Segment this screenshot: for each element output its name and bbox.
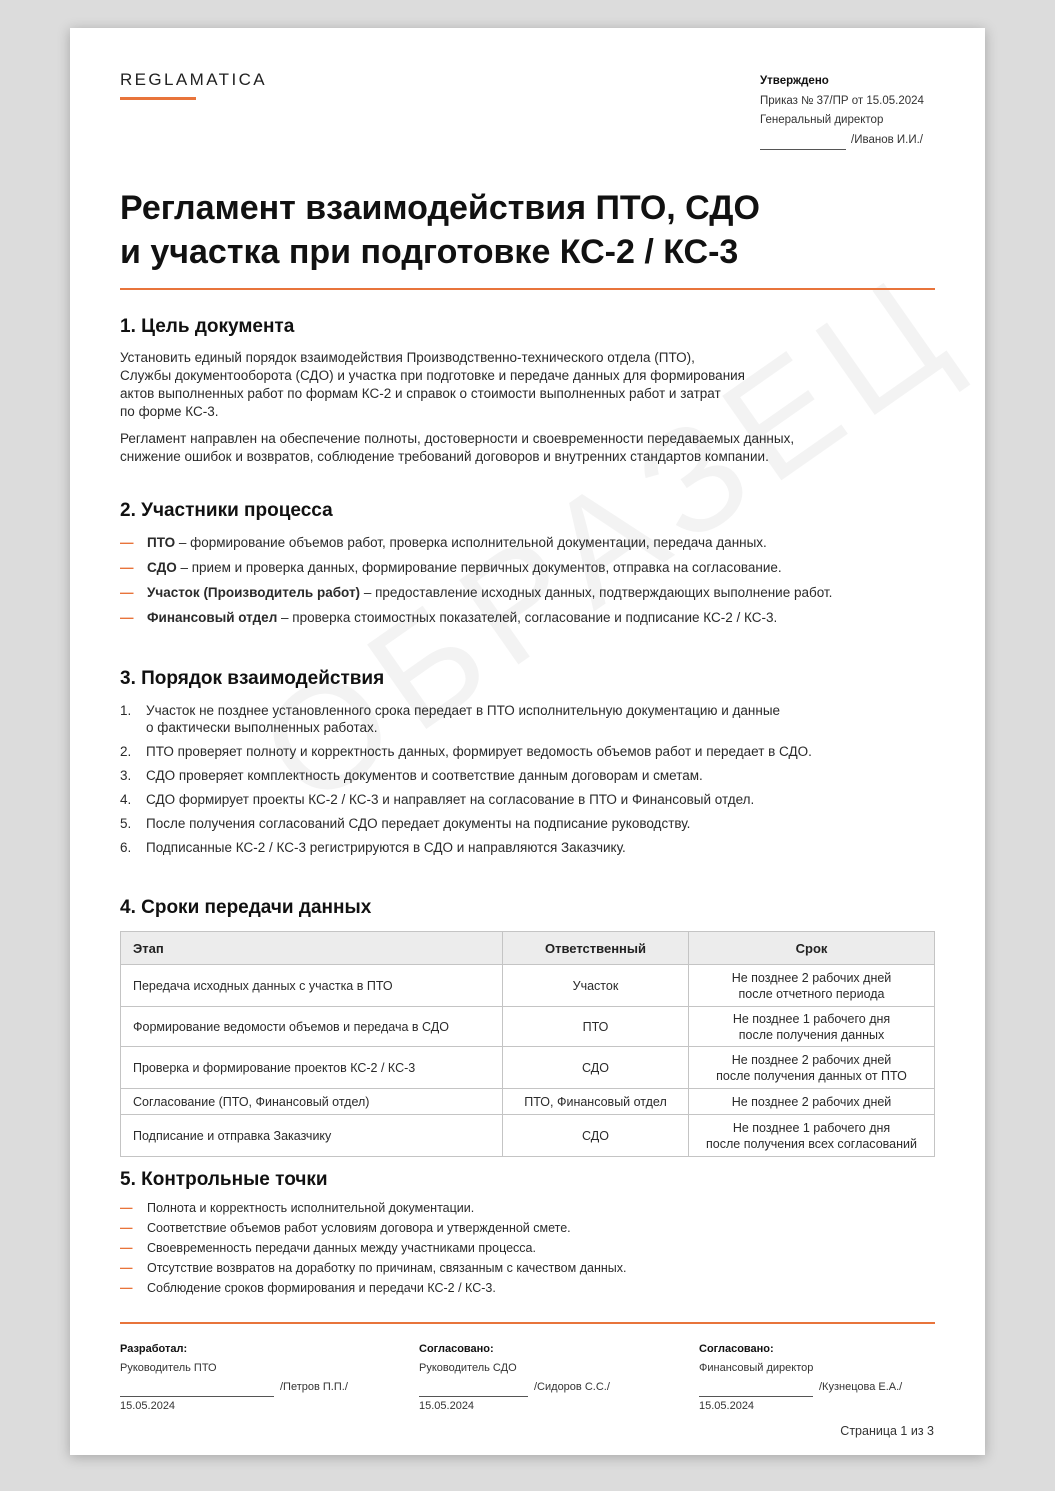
table-row: [121, 1007, 935, 1047]
deadline-line: после получения всех согласований: [706, 1136, 917, 1151]
title-divider: [120, 288, 935, 290]
dash-marker-icon: —: [120, 535, 134, 550]
list-item: [120, 839, 935, 856]
page-number: Страница 1 из 3: [840, 1424, 934, 1438]
dash-marker-icon: —: [120, 560, 134, 575]
paragraph-line: по форме КС-3.: [120, 404, 219, 419]
list-item: [120, 1238, 935, 1258]
participant-desc: – формирование объемов работ, проверка исполнительной документации, передача данных.: [175, 535, 767, 550]
deadline-line: после отчетного периода: [738, 986, 885, 1001]
approval-order: Приказ № 37/ПР от 15.05.2024: [760, 94, 924, 107]
deadline-line: Не позднее 2 рабочих дней: [731, 1052, 892, 1067]
logo-text: REGLAMATICA: [120, 70, 267, 89]
deadline-line: Не позднее 1 рабочего дня: [732, 1120, 891, 1135]
footer-divider: [120, 1322, 935, 1324]
participant-term: Финансовый отдел: [147, 610, 278, 625]
cell-responsible: ПТО: [503, 1007, 689, 1047]
signature-date: 15.05.2024: [419, 1400, 475, 1412]
paragraph-line: Службы документооборота (СДО) и участка при подготовке и передаче данных для формирования: [120, 368, 745, 383]
table-row: [121, 1089, 935, 1115]
column-header-responsible: Ответственный: [503, 932, 689, 965]
list-item: [120, 1218, 935, 1238]
signature-line: [419, 1383, 528, 1397]
signature-name: /Кузнецова Е.А./: [819, 1381, 903, 1393]
participant-desc: – предоставление исходных данных, подтверждающих выполнение работ.: [360, 585, 833, 600]
title-line-2: и участка при подготовке КС-2 / КС-3: [120, 233, 739, 271]
purpose-paragraph-2: [120, 430, 935, 466]
step-text: СДО формирует проекты КС-2 / КС-3 и направляет на согласование в ПТО и Финансовый отдел.: [146, 792, 755, 807]
signature-line: [699, 1383, 813, 1397]
purpose-paragraph-1: [120, 349, 935, 421]
checkpoint-text: Отсутствие возвратов на доработку по причинам, связанным с качеством данных.: [147, 1261, 627, 1275]
signature-title: Согласовано:: [419, 1343, 494, 1355]
signature-date: 15.05.2024: [699, 1400, 755, 1412]
paragraph-line: Установить единый порядок взаимодействия Производственно-технического отдела (ПТО),: [120, 350, 695, 365]
deadline-line: после получения данных от ПТО: [716, 1068, 907, 1083]
deadline-line: Не позднее 2 рабочих дней: [731, 970, 892, 985]
approval-block: [760, 72, 924, 150]
cell-stage: Формирование ведомости объемов и передача в СДО: [121, 1007, 503, 1047]
checkpoint-text: Соблюдение сроков формирования и передачи КС-2 / КС-3.: [147, 1281, 496, 1295]
approval-signer: /Иванов И.И./: [851, 133, 924, 146]
deadline-line: Не позднее 1 рабочего дня: [732, 1011, 891, 1026]
list-item: [120, 1278, 935, 1298]
checkpoint-text: Полнота и корректность исполнительной документации.: [147, 1201, 475, 1215]
step-text: ПТО проверяет полноту и корректность данных, формирует ведомость объемов работ и передает в СДО.: [146, 744, 812, 759]
list-item: [120, 743, 935, 760]
section-heading: 3. Порядок взаимодействия: [120, 668, 385, 689]
signature-name: /Петров П.П./: [280, 1381, 348, 1393]
cell-deadline: [689, 1007, 935, 1047]
section-procedure: [120, 668, 935, 856]
cell-responsible: СДО: [503, 1047, 689, 1089]
dash-marker-icon: —: [120, 1281, 133, 1295]
step-text: Подписанные КС-2 / КС-3 регистрируются в СДО и направляются Заказчику.: [146, 840, 626, 855]
cell-deadline: [689, 1047, 935, 1089]
list-item: [120, 791, 935, 808]
signature-position: Руководитель ПТО: [120, 1362, 217, 1374]
signature-row: [419, 1378, 610, 1397]
table-row: [121, 965, 935, 1007]
table-header-row: [121, 932, 935, 965]
paragraph-line: снижение ошибок и возвратов, соблюдение требований договоров и внутренних стандартов компании.: [120, 449, 769, 464]
signature-line: [120, 1383, 274, 1397]
table-row: [121, 1047, 935, 1089]
step-text: СДО проверяет комплектность документов и соответствие данным договорам и сметам.: [146, 768, 703, 783]
column-header-stage: Этап: [121, 932, 503, 965]
step-number: 4.: [120, 792, 132, 807]
cell-stage: Согласование (ПТО, Финансовый отдел): [121, 1089, 503, 1115]
procedure-list: [120, 702, 935, 856]
participant-desc: – проверка стоимостных показателей, согласование и подписание КС-2 / КС-3.: [277, 610, 778, 625]
step-text: Участок не позднее установленного срока передает в ПТО исполнительную документацию и данные: [146, 703, 781, 718]
signature-title: Согласовано:: [699, 1343, 774, 1355]
section-heading: 1. Цель документа: [120, 316, 295, 337]
list-item: [120, 702, 935, 736]
deadline-line: после получения данных: [738, 1027, 885, 1042]
participant-term: Участок (Производитель работ): [147, 585, 361, 600]
checkpoint-text: Соответствие объемов работ условиям договора и утвержденной смете.: [147, 1221, 571, 1235]
signature-position: Финансовый директор: [699, 1362, 814, 1374]
dash-marker-icon: —: [120, 610, 134, 625]
list-item: [120, 1258, 935, 1278]
dash-marker-icon: —: [120, 585, 134, 600]
dash-marker-icon: —: [120, 1241, 133, 1255]
cell-responsible: ПТО, Финансовый отдел: [503, 1089, 689, 1115]
participants-list: [120, 534, 935, 627]
signature-agreed-sdo: [419, 1340, 610, 1416]
list-item: [120, 609, 935, 627]
document-title: [120, 186, 880, 274]
list-item: [120, 534, 935, 552]
signature-agreed-finance: [699, 1340, 902, 1416]
cell-responsible: Участок: [503, 965, 689, 1007]
signature-developed: [120, 1340, 348, 1416]
section-deadlines: [120, 897, 935, 919]
dash-marker-icon: —: [120, 1261, 133, 1275]
paragraph-line: Регламент направлен на обеспечение полноты, достоверности и своевременности передаваемых данных,: [120, 431, 795, 446]
cell-stage: Проверка и формирование проектов КС-2 / КС-3: [121, 1047, 503, 1089]
list-item: [120, 1198, 935, 1218]
section-checkpoints: [120, 1169, 935, 1298]
signature-title: Разработал:: [120, 1343, 188, 1355]
column-header-deadline: Срок: [689, 932, 935, 965]
checkpoints-list: [120, 1198, 935, 1298]
cell-deadline: [689, 965, 935, 1007]
step-number: 5.: [120, 816, 132, 831]
participant-desc: – прием и проверка данных, формирование первичных документов, отправка на согласование.: [176, 560, 782, 575]
signature-line: [760, 136, 846, 150]
cell-deadline: [689, 1115, 935, 1157]
checkpoint-text: Своевременность передачи данных между участниками процесса.: [147, 1241, 536, 1255]
section-heading: 2. Участники процесса: [120, 500, 333, 521]
table-row: [121, 1115, 935, 1157]
dash-marker-icon: —: [120, 1201, 133, 1215]
step-number: 3.: [120, 768, 132, 783]
document-page: [70, 28, 985, 1455]
section-purpose: [120, 316, 935, 466]
step-text: о фактически выполненных работах.: [146, 720, 378, 735]
list-item: [120, 559, 935, 577]
company-logo: [120, 70, 267, 100]
participant-term: СДО: [147, 560, 177, 575]
approval-position: Генеральный директор: [760, 114, 884, 126]
participant-term: ПТО: [147, 535, 176, 550]
title-line-1: Регламент взаимодействия ПТО, СДО: [120, 189, 760, 227]
signature-name: /Сидоров С.С./: [534, 1381, 610, 1393]
step-number: 2.: [120, 744, 132, 759]
approval-title: Утверждено: [760, 75, 829, 87]
list-item: [120, 815, 935, 832]
deadlines-table: [120, 931, 935, 1157]
signature-position: Руководитель СДО: [419, 1362, 517, 1374]
step-number: 6.: [120, 840, 132, 855]
cell-stage: Передача исходных данных с участка в ПТО: [121, 965, 503, 1007]
section-heading: 4. Сроки передачи данных: [120, 897, 372, 918]
signature-row: [699, 1378, 902, 1397]
logo-underline: [120, 97, 196, 100]
section-heading: 5. Контрольные точки: [120, 1169, 328, 1190]
section-participants: [120, 500, 935, 627]
step-number: 1.: [120, 703, 132, 718]
cell-stage: Подписание и отправка Заказчику: [121, 1115, 503, 1157]
paragraph-line: актов выполненных работ по формам КС-2 и справок о стоимости выполненных работ и затрат: [120, 386, 721, 401]
signature-row: [120, 1378, 348, 1397]
cell-responsible: СДО: [503, 1115, 689, 1157]
approval-signature: [760, 131, 924, 151]
dash-marker-icon: —: [120, 1221, 133, 1235]
signature-date: 15.05.2024: [120, 1400, 176, 1412]
cell-deadline: [689, 1089, 935, 1115]
list-item: [120, 767, 935, 784]
list-item: [120, 584, 935, 602]
deadline-line: Не позднее 2 рабочих дней: [731, 1094, 892, 1109]
step-text: После получения согласований СДО передает документы на подписание руководству.: [146, 816, 691, 831]
